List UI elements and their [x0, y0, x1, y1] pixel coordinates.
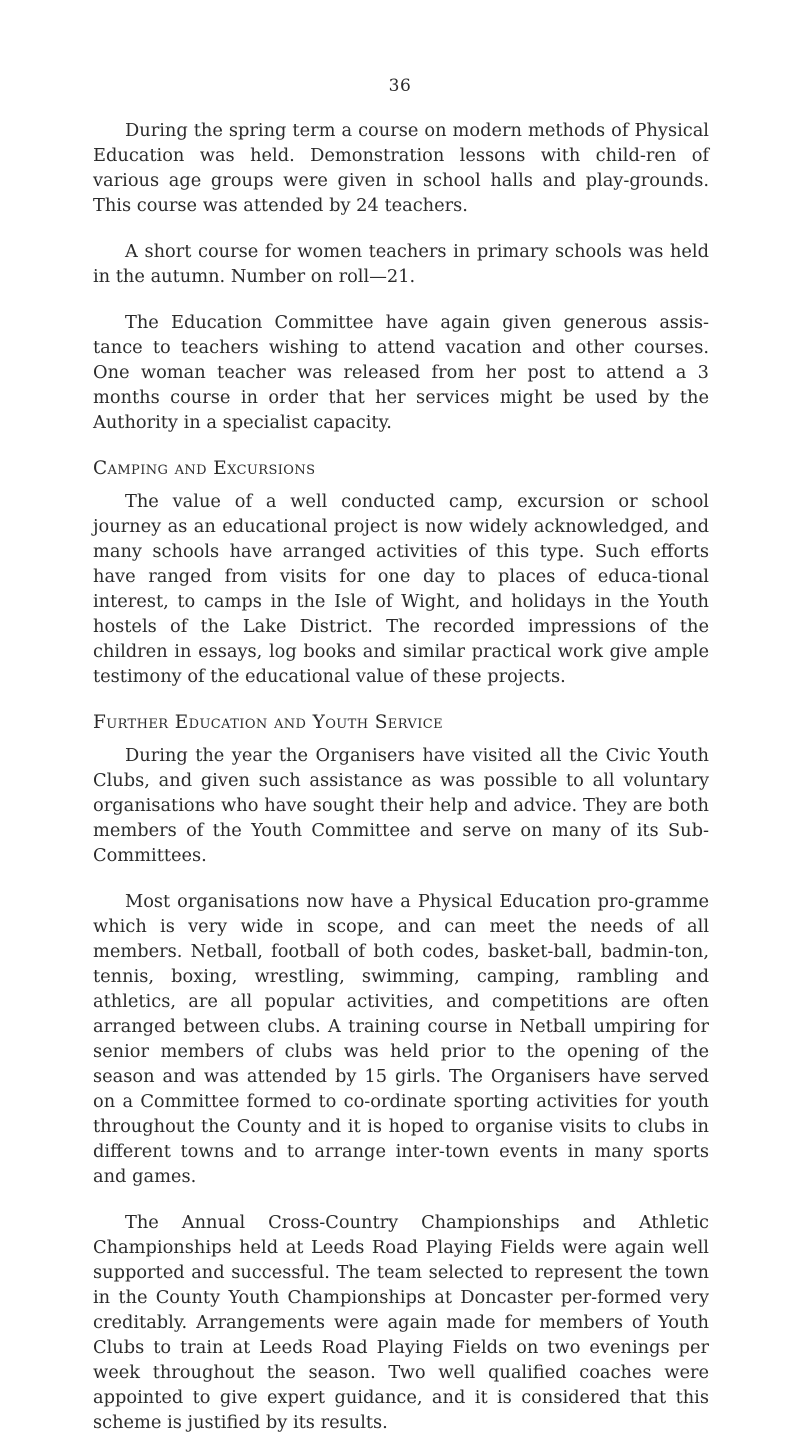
page-body [93, 118, 709, 1456]
paragraph-organisers-visits: During the year the Organisers have visited all the Civic Youth Clubs, and given such assistance as was possible to all voluntary organisations who have sought their help and advice. They are both members of the Youth Committee and serve on many of its Sub-Committees. [93, 745, 709, 866]
page-number: 36 [388, 76, 412, 96]
paragraph-championships: The Annual Cross-Country Championships and Athletic Championships held at Leeds Road Playing Fields were again well supported and successful. The team selected to represent the town in the County Youth Championships at Doncaster per-formed very creditably. Arrangements were again made for members of Youth Clubs to train at Leeds Road Playing Fields on two evenings per week throughout the season. Two well qualified coaches were appointed to give expert guidance, and it is considered that this scheme is justified by its results. [93, 1212, 709, 1433]
paragraph-spring-course: During the spring term a course on modern methods of Physical Education was held. Demonstration lessons with child-ren of various age groups were given in school halls and play-grounds. This course was attended by 24 teachers. [93, 120, 709, 216]
paragraph-pe-programme: Most organisations now have a Physical Education pro-gramme which is very wide in scope, and can meet the needs of all members. Netball, football of both codes, basket-ball, badmin-ton, tennis, boxing, wrestling, swimming, camping, rambling and athletics, are all popular activities, and competitions are often arranged between clubs. A training course in Netball umpiring for senior members of clubs was held prior to the opening of the season and was attended by 15 girls. The Organisers have served on a Committee formed to co-ordinate sporting activities for youth throughout the County and it is hoped to organise visits to clubs in different towns and to arrange inter-town events in many sports and games. [93, 891, 709, 1187]
section-heading-camping: Camping and Excursions [93, 458, 316, 479]
paragraph-women-teachers-course: A short course for women teachers in primary schools was held in the autumn. Number on roll—21. [93, 241, 709, 287]
section-heading-further-education: Further Education and Youth Service [93, 712, 443, 733]
paragraph-committee-assistance: The Education Committee have again given generous assis-tance to teachers wishing to attend vacation and other courses. One woman teacher was released from her post to attend a 3 months course in order that her services might be used by the Authority in a specialist capacity. [93, 312, 709, 433]
paragraph-camping-value: The value of a well conducted camp, excursion or school journey as an educational project is now widely acknowledged, and many schools have arranged activities of this type. Such efforts have ranged from visits for one day to places of educa-tional interest, to camps in the Isle of Wight, and holidays in the Youth hostels of the Lake District. The recorded impressions of the children in essays, log books and similar practical work give ample testimony of the educational value of these projects. [93, 491, 709, 687]
